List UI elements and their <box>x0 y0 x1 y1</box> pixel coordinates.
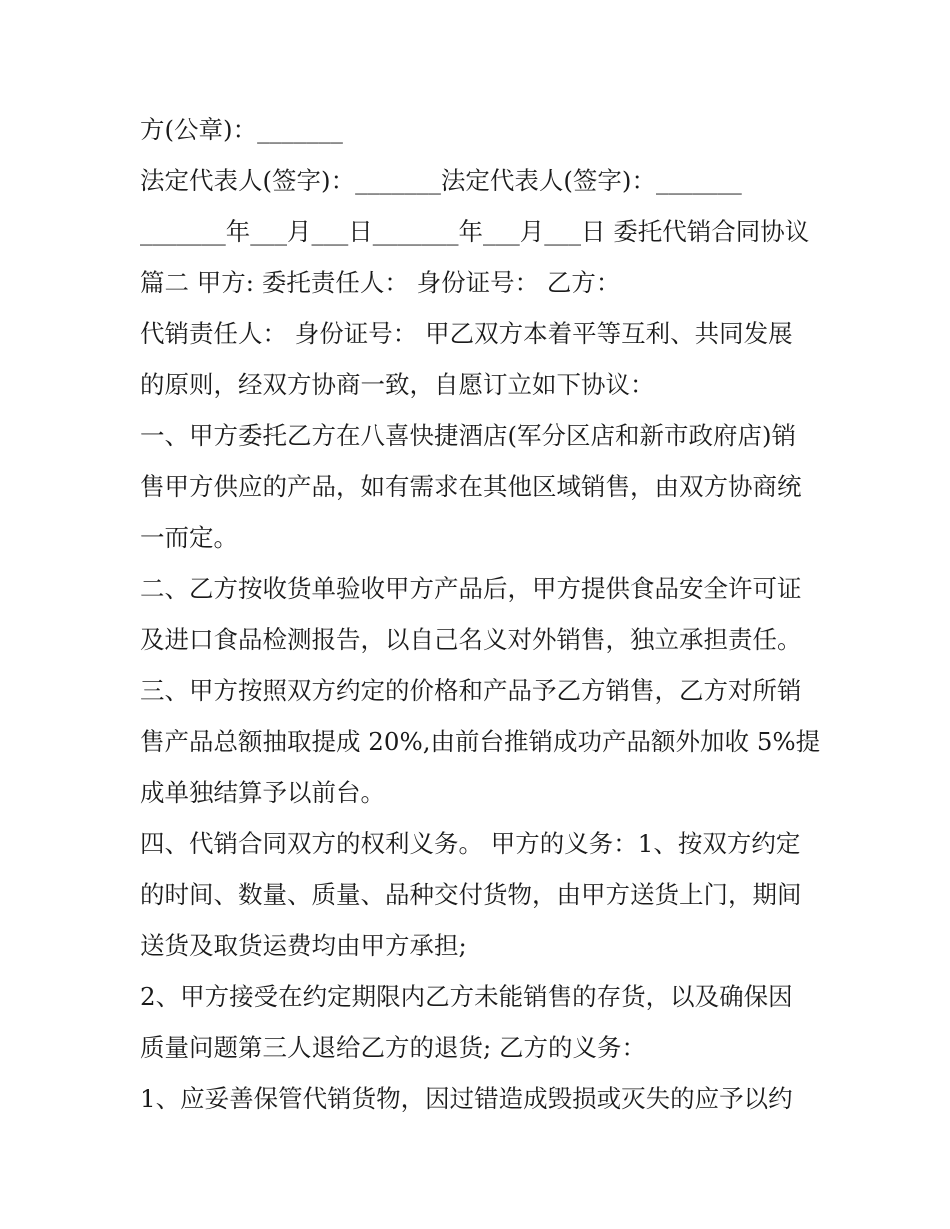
text-line: 方(公章)：_______ <box>140 115 343 144</box>
text-line: 一、甲方委托乙方在八喜快捷酒店(军分区店和新市政府店)销 <box>140 421 797 450</box>
text-line: 1、应妥善保管代销货物，因过错造成毁损或灭失的应予以约 <box>140 1084 793 1113</box>
text-line: 售产品总额抽取提成 20%,由前台推销成功产品额外加收 5%提 <box>140 727 820 756</box>
text-line: 成单独结算予以前台。 <box>140 778 385 807</box>
text-line: 四、代销合同双方的权利义务。 甲方的义务：1、按双方约定 <box>140 829 801 858</box>
text-line: 售甲方供应的产品，如有需求在其他区域销售，由双方协商统 <box>140 472 802 501</box>
contract-text <box>140 108 820 1128</box>
text-line: 篇二 甲方: 委托责任人： 身份证号： 乙方： <box>140 268 621 297</box>
text-line: 及进口食品检测报告，以自己名义对外销售，独立承担责任。 <box>140 625 802 654</box>
text-line: 法定代表人(签字)：_______法定代表人(签字)：_______ <box>140 166 742 195</box>
text-line: 代销责任人： 身份证号： 甲乙双方本着平等互利、共同发展 <box>140 319 793 348</box>
text-line: 的时间、数量、质量、品种交付货物，由甲方送货上门，期间 <box>140 880 802 909</box>
text-line: 一而定。 <box>140 523 238 552</box>
text-line: 送货及取货运费均由甲方承担; <box>140 931 467 960</box>
text-line: 质量问题第三人退给乙方的退货; 乙方的义务： <box>140 1033 647 1062</box>
text-line: _______年___月___日_______年___月___日 委托代销合同协议 <box>140 217 810 246</box>
text-line: 二、乙方按收货单验收甲方产品后，甲方提供食品安全许可证 <box>140 574 802 603</box>
text-line: 2、甲方接受在约定期限内乙方未能销售的存货，以及确保因 <box>140 982 793 1011</box>
text-line: 的原则，经双方协商一致，自愿订立如下协议： <box>140 370 655 399</box>
text-line: 三、甲方按照双方约定的价格和产品予乙方销售，乙方对所销 <box>140 676 802 705</box>
